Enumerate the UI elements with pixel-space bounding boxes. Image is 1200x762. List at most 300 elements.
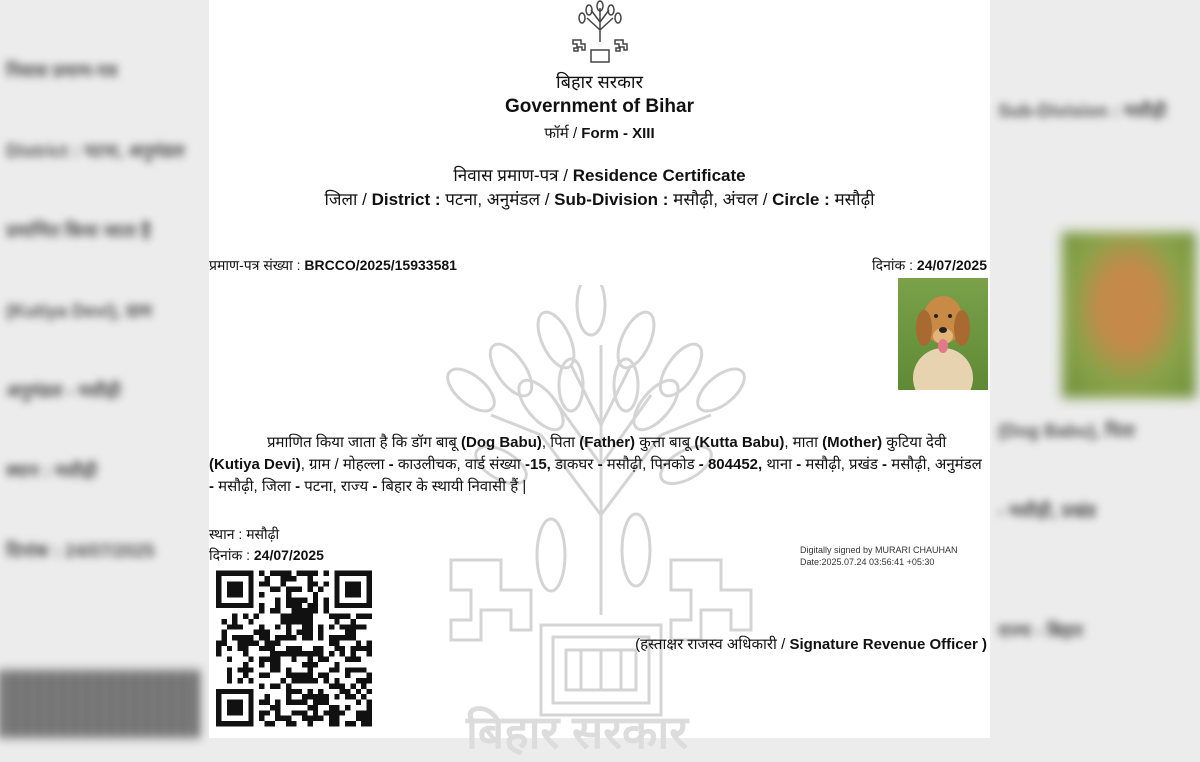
- qr-module: [221, 640, 226, 645]
- form-english: Form - XIII: [581, 125, 655, 142]
- qr-module: [350, 581, 355, 586]
- qr-module: [264, 700, 269, 705]
- qr-module: [345, 581, 350, 586]
- qr-module: [313, 678, 318, 683]
- qr-module: [367, 571, 372, 576]
- qr-module: [259, 646, 264, 651]
- header-english-title: Government of Bihar: [505, 96, 694, 117]
- qr-module: [264, 657, 269, 662]
- qr-module: [334, 619, 339, 624]
- qr-module: [275, 710, 280, 715]
- qr-module: [238, 571, 243, 576]
- footer-date: [209, 546, 324, 565]
- qr-module: [307, 576, 312, 581]
- place-value: मसौढ़ी: [246, 526, 280, 542]
- qr-module: [345, 571, 350, 576]
- qr-module: [345, 694, 350, 699]
- text: -15,: [524, 456, 555, 473]
- qr-module: [324, 678, 329, 683]
- qr-module: [216, 597, 221, 602]
- qr-module: [248, 721, 253, 726]
- text: -: [388, 456, 398, 473]
- qr-module: [259, 710, 264, 715]
- qr-module: [329, 716, 334, 721]
- qr-module: [307, 662, 312, 667]
- qr-module: [345, 689, 350, 694]
- qr-module: [243, 614, 248, 619]
- qr-module: [281, 576, 286, 581]
- qr-module: [302, 614, 307, 619]
- qr-module: [340, 571, 345, 576]
- qr-module: [302, 624, 307, 629]
- qr-module: [264, 721, 269, 726]
- qr-module: [259, 624, 264, 629]
- qr-module: [259, 683, 264, 688]
- qr-module: [356, 581, 361, 586]
- qr-module: [248, 667, 253, 672]
- qr-module: [307, 721, 312, 726]
- qr-module: [254, 614, 259, 619]
- qr-module: [232, 592, 237, 597]
- blurred-bg-text: Sub-Division : मसौढ़ी: [998, 101, 1167, 121]
- qr-module: [324, 571, 329, 576]
- qr-module: [270, 587, 275, 592]
- footer-date-value: 24/07/2025: [253, 547, 324, 563]
- qr-module: [232, 571, 237, 576]
- qr-module: [227, 592, 232, 597]
- blurred-bg-text: दिनांक : 24/07/2025: [6, 541, 155, 561]
- qr-module: [238, 667, 243, 672]
- qr-module: [275, 700, 280, 705]
- qr-module: [275, 635, 280, 640]
- qr-module: [238, 587, 243, 592]
- qr-module: [264, 635, 269, 640]
- qr-module: [232, 689, 237, 694]
- qr-module: [259, 581, 264, 586]
- qr-module: [286, 651, 291, 656]
- qr-module: [232, 619, 237, 624]
- qr-module: [291, 710, 296, 715]
- qr-module: [307, 705, 312, 710]
- qr-module: [264, 581, 269, 586]
- qr-module: [286, 716, 291, 721]
- qr-module: [227, 700, 232, 705]
- qr-module: [259, 603, 264, 608]
- qr-module: [238, 581, 243, 586]
- qr-module: [275, 571, 280, 576]
- qr-module: [302, 619, 307, 624]
- qr-module: [216, 581, 221, 586]
- qr-module: [345, 592, 350, 597]
- qr-module: [313, 581, 318, 586]
- qr-module: [313, 603, 318, 608]
- qr-module: [216, 705, 221, 710]
- watermark-text: बिहार सरकार: [466, 706, 689, 758]
- qr-module: [318, 657, 323, 662]
- text: (Father): [579, 434, 636, 451]
- qr-module: [248, 592, 253, 597]
- qr-module: [291, 673, 296, 678]
- qr-module: [329, 683, 334, 688]
- text: बिहार के स्थायी निवासी हैं |: [381, 478, 527, 495]
- text: -: [597, 456, 607, 473]
- qr-module: [232, 710, 237, 715]
- blurred-bg-text: स्थान : मसौढ़ी: [6, 461, 98, 481]
- qr-module: [367, 587, 372, 592]
- signature-hindi: (हस्ताक्षर राजस्व अधिकारी /: [635, 636, 786, 653]
- text: (Kutiya Devi): [209, 456, 301, 473]
- certificate-number: [209, 256, 457, 275]
- qr-module: [291, 619, 296, 624]
- qr-module: [243, 640, 248, 645]
- qr-module: [361, 646, 366, 651]
- qr-module: [216, 710, 221, 715]
- text: काउलीचक, वार्ड संख्या: [397, 456, 525, 473]
- qr-module: [238, 678, 243, 683]
- qr-module: [307, 673, 312, 678]
- qr-module: [264, 646, 269, 651]
- qr-module: [286, 646, 291, 651]
- qr-module: [232, 705, 237, 710]
- applicant-photo: [898, 278, 988, 390]
- qr-module: [232, 624, 237, 629]
- qr-module: [350, 646, 355, 651]
- blurred-bg-text: निवास प्रमाण-पत्र: [6, 61, 118, 81]
- qr-module: [302, 710, 307, 715]
- qr-module: [318, 635, 323, 640]
- qr-module: [324, 581, 329, 586]
- qr-module: [291, 635, 296, 640]
- qr-module: [313, 592, 318, 597]
- qr-module: [264, 630, 269, 635]
- header-hindi-title: बिहार सरकार: [556, 72, 643, 92]
- qr-module: [227, 624, 232, 629]
- qr-module: [216, 576, 221, 581]
- qr-module: [227, 710, 232, 715]
- qr-module: [259, 630, 264, 635]
- qr-module: [227, 657, 232, 662]
- qr-module: [291, 651, 296, 656]
- qr-module: [361, 571, 366, 576]
- qr-module: [350, 587, 355, 592]
- qr-module: [259, 673, 264, 678]
- blurred-bg-text: - मसौढ़ी, प्रखंड: [998, 501, 1096, 521]
- qr-module: [243, 571, 248, 576]
- qr-module: [248, 597, 253, 602]
- qr-module: [318, 646, 323, 651]
- qr-module: [334, 678, 339, 683]
- qr-module: [302, 694, 307, 699]
- qr-module: [286, 667, 291, 672]
- qr-module: [227, 667, 232, 672]
- qr-module: [367, 689, 372, 694]
- qr-module: [345, 630, 350, 635]
- qr-module: [329, 721, 334, 726]
- qr-module: [361, 667, 366, 672]
- qr-module: [216, 603, 221, 608]
- qr-module: [367, 640, 372, 645]
- qr-module: [275, 667, 280, 672]
- qr-module: [297, 630, 302, 635]
- qr-module: [281, 614, 286, 619]
- text: (Kutta Babu): [694, 434, 785, 451]
- qr-module: [286, 592, 291, 597]
- qr-module: [238, 624, 243, 629]
- qr-module: [259, 635, 264, 640]
- qr-module: [324, 710, 329, 715]
- blurred-bg-text: राज्य - बिहार: [998, 621, 1084, 641]
- qr-module: [367, 576, 372, 581]
- text: जिला /: [324, 190, 372, 209]
- qr-module: [318, 587, 323, 592]
- qr-module: [302, 630, 307, 635]
- qr-module: [334, 597, 339, 602]
- qr-module: [227, 678, 232, 683]
- qr-module: [345, 635, 350, 640]
- text: मसौढ़ी, अंचल /: [668, 190, 773, 209]
- qr-module: [281, 716, 286, 721]
- qr-module: [275, 683, 280, 688]
- qr-module: [361, 678, 366, 683]
- text: , पिता: [541, 434, 580, 451]
- qr-module: [318, 630, 323, 635]
- blurred-bg-text: (Dog Babu), पिता: [998, 421, 1135, 441]
- blurred-bg-text: अनुमंडल - मसौढ़ी: [6, 381, 121, 401]
- qr-module: [216, 694, 221, 699]
- qr-module: [350, 657, 355, 662]
- blurred-bg-text: प्रमाणित किया जाता है: [6, 221, 151, 241]
- text: अनुमंडल: [934, 456, 982, 473]
- text: -: [882, 456, 892, 473]
- qr-module: [307, 571, 312, 576]
- qr-module: [361, 710, 366, 715]
- qr-module: [291, 721, 296, 726]
- qr-module: [329, 710, 334, 715]
- qr-module: [275, 651, 280, 656]
- place-label: स्थान :: [209, 526, 243, 542]
- qr-module: [270, 571, 275, 576]
- qr-module: [324, 673, 329, 678]
- qr-module: [248, 635, 253, 640]
- qr-module: [286, 689, 291, 694]
- qr-module: [286, 694, 291, 699]
- qr-module: [243, 689, 248, 694]
- qr-module: [221, 571, 226, 576]
- qr-module: [367, 651, 372, 656]
- qr-module: [350, 651, 355, 656]
- qr-module: [313, 608, 318, 613]
- text: डाकघर: [555, 456, 598, 473]
- body-line-2: [209, 456, 931, 473]
- qr-module: [367, 721, 372, 726]
- qr-module: [361, 683, 366, 688]
- qr-module: [286, 630, 291, 635]
- signature-english: Signature Revenue Officer ): [789, 636, 987, 653]
- qr-module: [356, 700, 361, 705]
- text: मसौढ़ी, पिनकोड: [606, 456, 699, 473]
- qr-module: [297, 646, 302, 651]
- qr-module: [356, 646, 361, 651]
- qr-module: [367, 678, 372, 683]
- qr-module: [340, 651, 345, 656]
- qr-module: [350, 694, 355, 699]
- qr-module: [259, 662, 264, 667]
- qr-module: [340, 614, 345, 619]
- qr-module: [286, 624, 291, 629]
- qr-module: [297, 614, 302, 619]
- qr-module: [307, 614, 312, 619]
- qr-module: [334, 667, 339, 672]
- text: , माता: [784, 434, 823, 451]
- qr-module: [324, 657, 329, 662]
- qr-module: [307, 603, 312, 608]
- qr-module: [340, 624, 345, 629]
- text: Circle :: [772, 190, 830, 209]
- qr-module: [350, 683, 355, 688]
- qr-module: [286, 721, 291, 726]
- qr-module: [286, 619, 291, 624]
- qr-module: [367, 603, 372, 608]
- qr-module: [275, 640, 280, 645]
- qr-module: [361, 721, 366, 726]
- qr-module: [264, 710, 269, 715]
- text: -: [796, 456, 806, 473]
- text: (Dog Babu): [461, 434, 542, 451]
- qr-module: [318, 673, 323, 678]
- qr-module: [318, 694, 323, 699]
- blurred-qr: [0, 670, 200, 738]
- qr-module: [270, 657, 275, 662]
- qr-module: [227, 673, 232, 678]
- qr-module: [334, 716, 339, 721]
- qr-module: [334, 694, 339, 699]
- cert-date-label: दिनांक :: [872, 257, 914, 273]
- qr-module: [248, 571, 253, 576]
- text: -: [372, 478, 382, 495]
- signature-revenue-officer: [635, 634, 987, 654]
- form-number: [209, 123, 990, 143]
- qr-module: [238, 710, 243, 715]
- qr-module: [345, 667, 350, 672]
- qr-module: [227, 721, 232, 726]
- qr-module: [334, 705, 339, 710]
- qr-module: [286, 614, 291, 619]
- qr-module: [302, 673, 307, 678]
- qr-module: [367, 646, 372, 651]
- blurred-bg-text: District : पटना, अनुमंडल: [6, 141, 185, 161]
- qr-module: [350, 571, 355, 576]
- qr-module: [307, 657, 312, 662]
- qr-module: [281, 619, 286, 624]
- text: मसौढ़ी: [829, 190, 875, 209]
- qr-module: [329, 667, 334, 672]
- qr-module: [367, 597, 372, 602]
- qr-module: [361, 603, 366, 608]
- qr-module: [270, 662, 275, 667]
- qr-module: [334, 646, 339, 651]
- qr-module: [243, 603, 248, 608]
- text: Sub-Division :: [554, 190, 669, 209]
- qr-module: [248, 700, 253, 705]
- qr-module: [313, 705, 318, 710]
- qr-module: [367, 705, 372, 710]
- qr-module: [318, 700, 323, 705]
- blurred-dog-photo: [1062, 232, 1196, 398]
- qr-module: [350, 619, 355, 624]
- text: पटना, राज्य: [304, 478, 373, 495]
- qr-module: [216, 592, 221, 597]
- qr-module: [291, 603, 296, 608]
- qr-module: [334, 662, 339, 667]
- residence-certificate: [209, 0, 990, 758]
- qr-module: [281, 651, 286, 656]
- qr-module: [248, 710, 253, 715]
- qr-module: [248, 640, 253, 645]
- qr-module: [329, 705, 334, 710]
- qr-module: [329, 651, 334, 656]
- qr-module: [356, 716, 361, 721]
- qr-module: [334, 592, 339, 597]
- qr-module: [286, 597, 291, 602]
- qr-module: [286, 571, 291, 576]
- district-line: [209, 187, 990, 210]
- qr-module: [264, 694, 269, 699]
- qr-module: [259, 657, 264, 662]
- qr-module: [227, 581, 232, 586]
- text: -: [295, 478, 305, 495]
- qr-module: [232, 700, 237, 705]
- qr-module: [307, 694, 312, 699]
- qr-module: [345, 624, 350, 629]
- qr-module: [350, 635, 355, 640]
- qr-module: [302, 678, 307, 683]
- qr-module: [340, 710, 345, 715]
- qr-module: [216, 651, 221, 656]
- qr-module: [291, 678, 296, 683]
- qr-module: [297, 603, 302, 608]
- qr-module: [350, 721, 355, 726]
- qr-module: [340, 603, 345, 608]
- qr-module: [291, 576, 296, 581]
- qr-module: [297, 597, 302, 602]
- qr-module: [238, 689, 243, 694]
- qr-module: [270, 667, 275, 672]
- qr-module: [216, 640, 221, 645]
- qr-module: [340, 689, 345, 694]
- qr-module: [356, 689, 361, 694]
- qr-module: [243, 667, 248, 672]
- qr-module: [329, 614, 334, 619]
- qr-module: [238, 705, 243, 710]
- body-line-1: [267, 434, 946, 451]
- qr-module: [227, 646, 232, 651]
- qr-module: [313, 597, 318, 602]
- qr-module: [356, 657, 361, 662]
- qr-module: [334, 721, 339, 726]
- qr-module: [318, 716, 323, 721]
- qr-module: [248, 716, 253, 721]
- qr-module: [275, 603, 280, 608]
- qr-module: [367, 614, 372, 619]
- qr-module: [243, 635, 248, 640]
- qr-module: [254, 630, 259, 635]
- qr-module: [324, 603, 329, 608]
- qr-module: [313, 710, 318, 715]
- qr-module: [297, 678, 302, 683]
- qr-module: [248, 657, 253, 662]
- qr-module: [270, 683, 275, 688]
- text: - 804452,: [698, 456, 767, 473]
